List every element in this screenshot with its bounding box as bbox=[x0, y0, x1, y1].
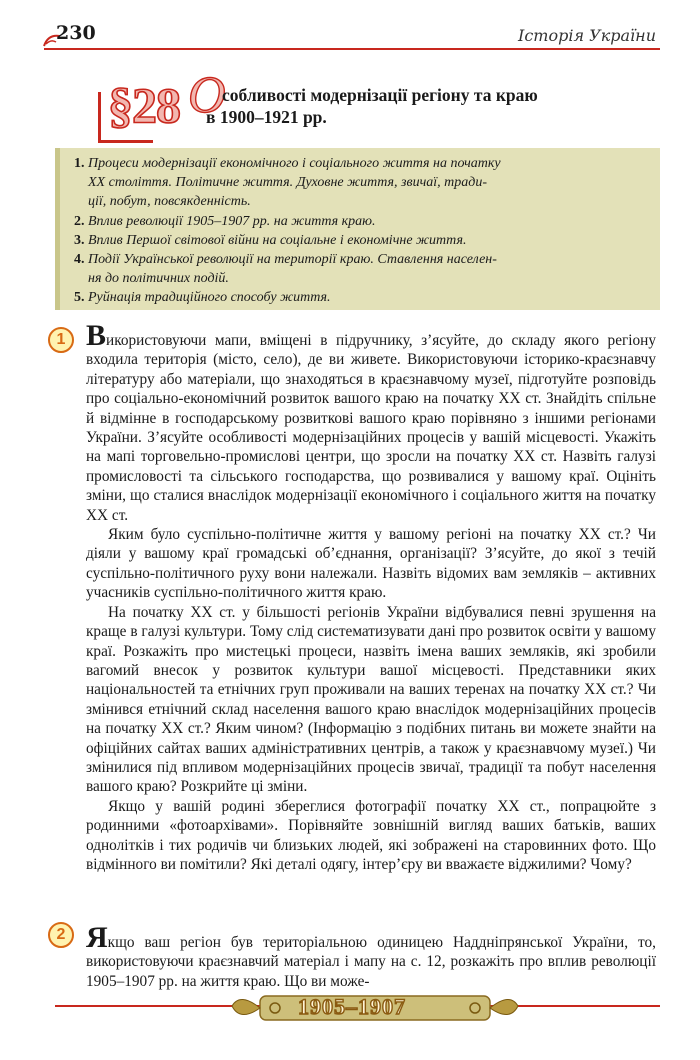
heading-bracket-horizontal bbox=[98, 140, 153, 143]
paragraph bbox=[86, 319, 656, 525]
plan-item-text: Процеси модернізації економічного і соціального життя на початку bbox=[88, 156, 501, 171]
paragraph-text: икористовуючи мапи, вміщені в підручнику, з’ясуйте, до складу якого регіону входила територія (місто, село), де ви живете. Використовуючи історико-краєзнавчу літературу або матеріали, що знаходяться в краєзнавчому музеї, підготуйте розповідь про соціально-економічний розвиток вашого краю на початку XX ст. Знайдіть спільне й відмінне в господарському розвиткові вашого краю порівняно з іншими регіонами України. З’ясуйте особливості модернізаційних процесів у вашій місцевості. Укажіть на мапі торговельно-промислові центри, що зросли на початку XX ст. Назвіть галузі промисловості та сільського господарства, що розвивалися у вашому краї. Оцініть зміни, що сталися внаслідок модернізації економічного і соціального життя на початку XX ст. bbox=[86, 332, 656, 524]
heading-bracket-vertical bbox=[98, 92, 101, 140]
plan-item bbox=[74, 154, 652, 212]
plan-item-text: Вплив Першої світової війни на соціальне і економічне життя. bbox=[88, 232, 467, 248]
header-rule bbox=[44, 48, 660, 50]
section-number: §28 bbox=[108, 77, 180, 133]
lesson-plan-box bbox=[55, 148, 660, 310]
page-header bbox=[0, 0, 700, 60]
paragraph: Яким було суспільно-політичне життя у вашому регіоні на початку XX ст.? Чи діяли у вашому краї громадські об’єднання, організації? З’ясуйте, до якої з течій суспільно-політичного руху вони належали. Назвіть відомих вам земляків – активних учасників суспільно-політичного життя краю. bbox=[86, 526, 656, 602]
drop-cap: В bbox=[86, 319, 107, 352]
lesson-plan-list bbox=[60, 148, 660, 308]
plan-item-number: 5. bbox=[74, 290, 85, 306]
plan-item-text: ції, побут, повсякденність. bbox=[88, 194, 251, 210]
plan-item bbox=[74, 250, 652, 288]
plan-item-text: Події Української революції на території краю. Ставлення населен- bbox=[88, 252, 497, 268]
plan-item-number: 4. bbox=[74, 252, 85, 268]
running-title: Історія України bbox=[518, 26, 656, 45]
paragraph: Якщо у вашій родині збереглися фотографії початку XX ст., попрацюйте з родинними «фотоархівами». Порівняйте зовнішній вигляд ваших батьків, ваших однолітків і тих родичів чи близьких людей, які зображені на старовинних фото. Що відмінного ви помітили? Які деталі одягу, інтер’єру ви вважаєте віджилими? Чому? bbox=[86, 797, 656, 873]
plan-item-number: 1. bbox=[74, 156, 85, 171]
drop-cap: Я bbox=[86, 921, 108, 954]
paragraph bbox=[86, 921, 656, 991]
task-2-text bbox=[86, 921, 656, 991]
page-number: 230 bbox=[56, 22, 96, 44]
task-marker-2: 2 bbox=[48, 922, 74, 948]
plan-item bbox=[74, 212, 652, 231]
plan-item-text: ня до політичних подій. bbox=[88, 271, 229, 287]
plan-item-text: XX століття. Політичне життя. Духовне життя, звичаї, тради- bbox=[88, 175, 488, 191]
task-1-text bbox=[86, 319, 656, 874]
task-marker-1: 1 bbox=[48, 327, 74, 353]
section-title-line2: в 1900–1921 рр. bbox=[206, 107, 327, 127]
section-title-initial: О bbox=[188, 67, 226, 124]
paragraph: На початку XX ст. у більшості регіонів України відбувалися певні зрушення на краще в галузі культури. Тому слід систематизувати дані про розвиток освіти у вашому краї. Розкажіть про мистецькі процеси, назвіть імена ваших земляків, які зробили вагомий внесок у розвиток культури вашої місцевості. Представники яких національностей та етнічних груп проживали на ваших теренах на початку XX ст.? Чи змінився етнічний склад населення вашого краю внаслідок модернізаційних процесів на початку XX ст.? Яким чином? (Інформацію з подібних питань ви можете знайти на офіційних сайтах ваших адміністративних центрів, а також у краєзнавчому музеї.) Чи змінилися під впливом модернізаційних процесів звичаї, традиції та побут населення вашого краю? Розкрийте ці зміни. bbox=[86, 603, 656, 796]
plan-item-text: Вплив революції 1905–1907 рр. на життя краю. bbox=[88, 213, 376, 229]
plan-item bbox=[74, 231, 652, 250]
footer-year-range: 1905–1907 bbox=[298, 994, 406, 1019]
section-title-line1: собливості модернізації регіону та краю bbox=[222, 85, 538, 105]
plan-item-number: 3. bbox=[74, 232, 85, 248]
section-title bbox=[206, 84, 652, 128]
paragraph-text: кщо ваш регіон був територіальною одиницею Наддніпрянської України, то, використовуючи краєзнавчий матеріал і мапу на с. 12, розкажіть про вплив революції 1905–1907 рр. на життя краю. Що ви може- bbox=[86, 934, 656, 990]
plan-item-number: 2. bbox=[74, 213, 85, 229]
plan-item-text: Руйнація традиційного способу життя. bbox=[88, 290, 331, 306]
plan-item bbox=[74, 288, 652, 307]
